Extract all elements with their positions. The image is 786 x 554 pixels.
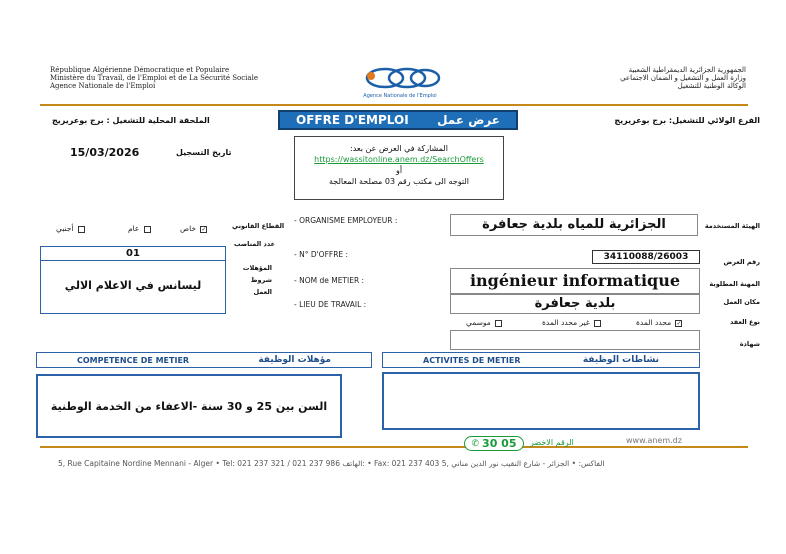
- header-ar-line-2: وزارة العمل و التشغيل و الضمان الاجتماعي: [620, 74, 746, 82]
- competence-title: [36, 352, 372, 368]
- sector-option-private[interactable]: ✓ خاص: [180, 224, 207, 233]
- website-link[interactable]: www.anem.dz: [626, 436, 682, 445]
- job-name-label: - NOM de METIER :: [294, 276, 365, 285]
- green-number-badge: [464, 436, 524, 451]
- title-ar: عرض عمل: [437, 113, 500, 127]
- footer-divider: [40, 446, 748, 448]
- green-number-label: الرقم الاخضر: [530, 438, 574, 447]
- header-divider: [40, 104, 748, 106]
- posts-value: 01: [41, 247, 225, 261]
- posts-label: عدد المناصب: [234, 240, 276, 248]
- registration-date: 15/03/2026: [70, 146, 140, 159]
- registration-label: تاريخ التسجيل: [176, 148, 232, 157]
- participation-link[interactable]: https://wassitonline.anem.dz/SearchOffers: [314, 155, 484, 164]
- title-fr: OFFRE D'EMPLOI: [296, 113, 409, 127]
- organisme-value: الجزائرية للمياه بلدية جعافرة: [450, 214, 698, 236]
- job-name-value: ingénieur informatique: [450, 268, 700, 294]
- footer-address: 5, Rue Capitaine Nordine Mennani - Alger • Tel: 021 237 321 / 021 237 986 الهاتف: • Fax: 021 237 403 الفاكس: • الجزائر - شارع النقيب نور الدين مناني ,5: [58, 459, 605, 468]
- competence-value: السن بين 25 و 30 سنة -الاعفاء من الخدمة الوطنية: [50, 399, 328, 413]
- header-arabic: [620, 66, 746, 90]
- workplace-label: - LIEU DE TRAVAIL :: [294, 300, 367, 309]
- phone-icon: ✆: [471, 438, 480, 449]
- workplace-value: بلدية جعافرة: [450, 294, 700, 314]
- offer-number-label: - N° D'OFFRE :: [294, 250, 349, 259]
- participation-line-2: التوجه الى مكتب رقم 03 مصلحة المعالجة: [328, 177, 469, 186]
- sector-foreign-checkbox[interactable]: [78, 226, 85, 233]
- activities-title-ar: نشاطات الوظيفة: [582, 355, 659, 365]
- participation-or: أو: [395, 166, 403, 175]
- green-number-value: 30 05: [482, 437, 517, 450]
- participation-line-1: المشاركة في العرض عن بعد:: [350, 144, 448, 153]
- posts-requirements-box: [40, 246, 226, 314]
- activities-title-fr: ACTIVITES DE METIER: [423, 355, 521, 365]
- wilaya-agency-label: الفرع الولائي للتشغيل: برج بوعريريج: [614, 116, 760, 125]
- diploma-field: [450, 330, 700, 350]
- header-fr-line-2: Ministère du Travail, de l'Emploi et de La Sécurité Sociale: [50, 74, 258, 82]
- contract-permanent-checkbox[interactable]: [594, 320, 601, 327]
- header-ar-line-3: الوكالة الوطنية للتشغيل: [677, 82, 746, 90]
- header-ar-line-1: الجمهورية الجزائرية الديمقراطية الشعبية: [628, 66, 746, 74]
- organisme-ar-label: الهيئة المستخدمة: [704, 222, 760, 230]
- activities-title: [382, 352, 700, 368]
- workplace-ar-label: مكان العمل: [723, 298, 760, 306]
- sector-label: القطاع القانوني: [232, 222, 285, 230]
- offer-number-ar-label: رقم العرض: [723, 258, 760, 266]
- contract-option-fixed[interactable]: ✓ محدد المدة: [636, 318, 682, 327]
- activities-box: [382, 372, 700, 430]
- offer-number-value: 34110088/26003: [592, 250, 700, 264]
- header-fr-line-1: République Algérienne Démocratique et Populaire: [50, 66, 230, 74]
- competence-box: [36, 374, 342, 438]
- diploma-ar-label: شهادة: [739, 340, 760, 348]
- sector-public-checkbox[interactable]: [144, 226, 151, 233]
- contract-fixed-checkbox[interactable]: ✓: [676, 319, 682, 327]
- header-fr-line-3: Agence Nationale de l'Emploi: [50, 82, 156, 90]
- contract-option-seasonal[interactable]: موسمي: [466, 318, 502, 327]
- local-agency-label: الملحقة المحلية للتشغيل : برج بوعريريج: [52, 116, 210, 125]
- sector-option-foreign[interactable]: أجنبي: [56, 224, 85, 233]
- header-french: [50, 66, 258, 90]
- logo-caption: Agence Nationale de l'Emploi: [363, 93, 437, 99]
- job-name-ar-label: المهنة المطلوبة: [709, 280, 760, 288]
- contract-option-permanent[interactable]: غير محدد المدة: [542, 318, 601, 327]
- offer-title-banner: [278, 110, 518, 130]
- requirements-label: المؤهلات شروط العمل: [242, 264, 272, 296]
- competence-title-ar: مؤهلات الوظيفة: [258, 355, 331, 365]
- organisme-label: - ORGANISME EMPLOYEUR :: [294, 216, 398, 225]
- sector-option-public[interactable]: عام: [128, 224, 151, 233]
- sector-private-checkbox[interactable]: ✓: [201, 225, 207, 233]
- competence-title-fr: COMPETENCE DE METIER: [77, 355, 190, 365]
- requirements-value: ليسانس في الاعلام الالي: [64, 279, 202, 292]
- contract-seasonal-checkbox[interactable]: [495, 320, 502, 327]
- contract-ar-label: نوع العقد: [730, 318, 760, 326]
- participation-box: [294, 136, 504, 200]
